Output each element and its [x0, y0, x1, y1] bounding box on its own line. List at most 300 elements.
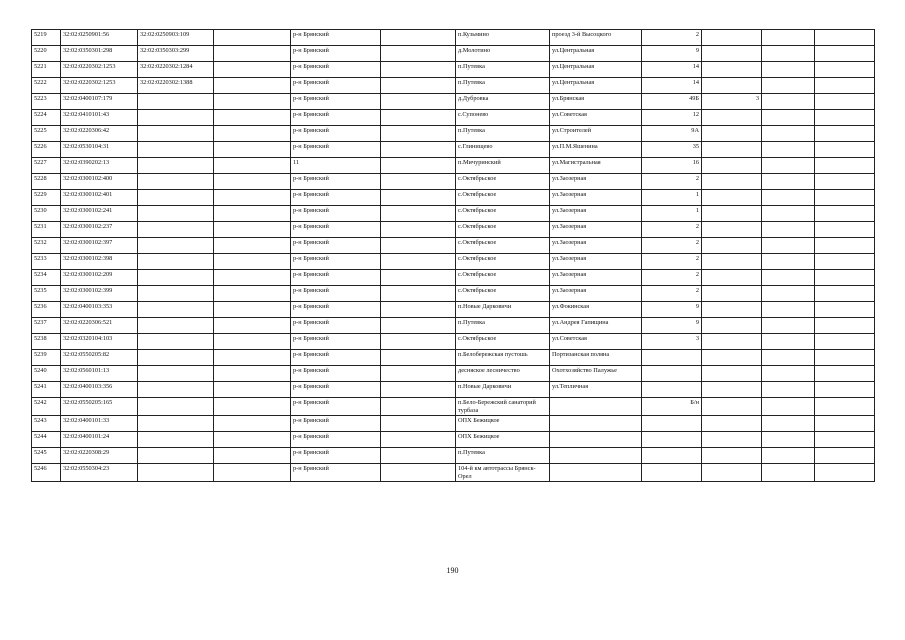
row-index-cell: 5221: [32, 62, 61, 78]
linked-cadastral-number-cell: [138, 142, 214, 158]
row-index-cell: 5240: [32, 366, 61, 382]
linked-cadastral-number-cell: [138, 174, 214, 190]
row-index-cell: 5235: [32, 286, 61, 302]
street-cell: [550, 416, 642, 432]
empty-cell: [214, 350, 291, 366]
building-cell: [702, 366, 762, 382]
empty-cell: [815, 318, 875, 334]
row-index-cell: 5236: [32, 302, 61, 318]
empty-cell: [214, 448, 291, 464]
empty-cell: [381, 222, 456, 238]
empty-cell: [214, 254, 291, 270]
empty-cell: [381, 350, 456, 366]
row-index-cell: 5233: [32, 254, 61, 270]
table-row: [32, 432, 875, 448]
building-cell: [702, 62, 762, 78]
linked-cadastral-number-cell: [138, 270, 214, 286]
house-number-cell: 12: [642, 110, 702, 126]
empty-cell: [815, 206, 875, 222]
empty-cell: [381, 142, 456, 158]
linked-cadastral-number-cell: [138, 190, 214, 206]
street-cell: ул.Заозерная: [550, 286, 642, 302]
empty-cell: [815, 30, 875, 46]
settlement-cell: ОПХ Бежицкое: [456, 416, 550, 432]
house-number-cell: 9: [642, 318, 702, 334]
linked-cadastral-number-cell: [138, 334, 214, 350]
building-cell: [702, 302, 762, 318]
empty-cell: [762, 222, 815, 238]
house-number-cell: 14: [642, 62, 702, 78]
building-cell: [702, 110, 762, 126]
street-cell: [550, 464, 642, 482]
district-cell: р-н Брянский: [291, 238, 381, 254]
district-cell: р-н Брянский: [291, 110, 381, 126]
street-cell: ул.Заозерная: [550, 254, 642, 270]
building-cell: [702, 334, 762, 350]
empty-cell: [762, 382, 815, 398]
empty-cell: [762, 206, 815, 222]
empty-cell: [762, 350, 815, 366]
settlement-cell: с.Октябрьское: [456, 174, 550, 190]
district-cell: р-н Брянский: [291, 432, 381, 448]
street-cell: ул.Строителей: [550, 126, 642, 142]
empty-cell: [381, 78, 456, 94]
empty-cell: [381, 206, 456, 222]
street-cell: ул.Центральная: [550, 78, 642, 94]
street-cell: ул.Заозерная: [550, 238, 642, 254]
empty-cell: [381, 382, 456, 398]
house-number-cell: 9: [642, 46, 702, 62]
house-number-cell: 35: [642, 142, 702, 158]
row-index-cell: 5246: [32, 464, 61, 482]
cadastral-number-cell: 32:02:0220308:29: [61, 448, 138, 464]
linked-cadastral-number-cell: [138, 464, 214, 482]
settlement-cell: с.Октябрьское: [456, 222, 550, 238]
building-cell: [702, 190, 762, 206]
table-row: [32, 318, 875, 334]
row-index-cell: 5242: [32, 398, 61, 416]
linked-cadastral-number-cell: [138, 432, 214, 448]
district-cell: р-н Брянский: [291, 142, 381, 158]
empty-cell: [381, 110, 456, 126]
house-number-cell: [642, 350, 702, 366]
empty-cell: [214, 30, 291, 46]
building-cell: [702, 238, 762, 254]
empty-cell: [815, 286, 875, 302]
empty-cell: [214, 302, 291, 318]
settlement-cell: д.Молотино: [456, 46, 550, 62]
linked-cadastral-number-cell: [138, 286, 214, 302]
settlement-cell: п.Белобережская пустошь: [456, 350, 550, 366]
house-number-cell: 9А: [642, 126, 702, 142]
table-row: [32, 174, 875, 190]
empty-cell: [214, 206, 291, 222]
street-cell: ул.Заозерная: [550, 206, 642, 222]
empty-cell: [214, 270, 291, 286]
district-cell: р-н Брянский: [291, 350, 381, 366]
empty-cell: [815, 350, 875, 366]
cadastral-number-cell: 32:02:0220302:1253: [61, 62, 138, 78]
street-cell: ул.П.М.Яшенина: [550, 142, 642, 158]
district-cell: р-н Брянский: [291, 318, 381, 334]
building-cell: [702, 416, 762, 432]
empty-cell: [214, 416, 291, 432]
building-cell: [702, 464, 762, 482]
street-cell: ул.Тепличная: [550, 382, 642, 398]
settlement-cell: с.Октябрьское: [456, 254, 550, 270]
settlement-cell: п.Бело-Бережский санаторий турбаза: [456, 398, 550, 416]
table-row: [32, 30, 875, 46]
table-row: [32, 398, 875, 416]
empty-cell: [762, 142, 815, 158]
house-number-cell: 2: [642, 222, 702, 238]
district-cell: р-н Брянский: [291, 126, 381, 142]
district-cell: р-н Брянский: [291, 62, 381, 78]
empty-cell: [214, 46, 291, 62]
row-index-cell: 5237: [32, 318, 61, 334]
empty-cell: [815, 464, 875, 482]
district-cell: р-н Брянский: [291, 382, 381, 398]
empty-cell: [815, 158, 875, 174]
settlement-cell: с.Октябрьское: [456, 190, 550, 206]
empty-cell: [381, 464, 456, 482]
table-row: [32, 270, 875, 286]
street-cell: ул.Советская: [550, 110, 642, 126]
empty-cell: [762, 254, 815, 270]
empty-cell: [214, 158, 291, 174]
row-index-cell: 5232: [32, 238, 61, 254]
empty-cell: [381, 94, 456, 110]
linked-cadastral-number-cell: [138, 110, 214, 126]
settlement-cell: с.Глинищево: [456, 142, 550, 158]
linked-cadastral-number-cell: 32:02:0350303:299: [138, 46, 214, 62]
settlement-cell: 104-й км автотрассы Брянск-Орел: [456, 464, 550, 482]
empty-cell: [381, 126, 456, 142]
building-cell: [702, 350, 762, 366]
building-cell: [702, 30, 762, 46]
street-cell: ул.Центральная: [550, 46, 642, 62]
row-index-cell: 5224: [32, 110, 61, 126]
cadastral-number-cell: 32:02:0320104:103: [61, 334, 138, 350]
district-cell: р-н Брянский: [291, 464, 381, 482]
cadastral-number-cell: 32:02:0400101:33: [61, 416, 138, 432]
table-row: [32, 222, 875, 238]
house-number-cell: 49Б: [642, 94, 702, 110]
cadastral-number-cell: 32:02:0220306:42: [61, 126, 138, 142]
linked-cadastral-number-cell: [138, 448, 214, 464]
cadastral-number-cell: 32:02:0300102:241: [61, 206, 138, 222]
building-cell: [702, 222, 762, 238]
empty-cell: [214, 126, 291, 142]
empty-cell: [762, 94, 815, 110]
empty-cell: [762, 432, 815, 448]
row-index-cell: 5238: [32, 334, 61, 350]
empty-cell: [762, 174, 815, 190]
street-cell: ул.Заозерная: [550, 222, 642, 238]
table-row: [32, 382, 875, 398]
district-cell: р-н Брянский: [291, 286, 381, 302]
land-registry-table: [31, 29, 875, 482]
district-cell: р-н Брянский: [291, 334, 381, 350]
house-number-cell: [642, 448, 702, 464]
empty-cell: [214, 174, 291, 190]
empty-cell: [381, 174, 456, 190]
district-cell: р-н Брянский: [291, 448, 381, 464]
house-number-cell: 2: [642, 254, 702, 270]
empty-cell: [762, 286, 815, 302]
empty-cell: [815, 398, 875, 416]
empty-cell: [815, 238, 875, 254]
empty-cell: [762, 302, 815, 318]
cadastral-number-cell: 32:02:0390202:13: [61, 158, 138, 174]
empty-cell: [381, 190, 456, 206]
empty-cell: [762, 238, 815, 254]
table-row: [32, 286, 875, 302]
linked-cadastral-number-cell: 32:02:0220302:1388: [138, 78, 214, 94]
empty-cell: [381, 270, 456, 286]
empty-cell: [214, 142, 291, 158]
empty-cell: [214, 286, 291, 302]
empty-cell: [381, 254, 456, 270]
table-row: [32, 190, 875, 206]
table-row: [32, 110, 875, 126]
street-cell: ул.Фокинская: [550, 302, 642, 318]
house-number-cell: 3: [642, 334, 702, 350]
empty-cell: [381, 30, 456, 46]
table-row: [32, 142, 875, 158]
empty-cell: [214, 334, 291, 350]
settlement-cell: с.Октябрьское: [456, 270, 550, 286]
row-index-cell: 5230: [32, 206, 61, 222]
street-cell: ул.Заозерная: [550, 270, 642, 286]
row-index-cell: 5219: [32, 30, 61, 46]
empty-cell: [214, 110, 291, 126]
street-cell: ул.Советская: [550, 334, 642, 350]
cadastral-number-cell: 32:02:0350301:298: [61, 46, 138, 62]
linked-cadastral-number-cell: [138, 350, 214, 366]
district-cell: р-н Брянский: [291, 254, 381, 270]
table-body: [32, 30, 875, 482]
settlement-cell: с.Октябрьское: [456, 334, 550, 350]
settlement-cell: п.Новые Дарковичи: [456, 382, 550, 398]
table-row: [32, 350, 875, 366]
empty-cell: [381, 158, 456, 174]
empty-cell: [815, 432, 875, 448]
empty-cell: [815, 94, 875, 110]
building-cell: [702, 78, 762, 94]
empty-cell: [214, 190, 291, 206]
empty-cell: [762, 416, 815, 432]
table-row: [32, 62, 875, 78]
settlement-cell: п.Новые Дарковичи: [456, 302, 550, 318]
building-cell: [702, 46, 762, 62]
empty-cell: [815, 222, 875, 238]
empty-cell: [381, 286, 456, 302]
table-row: [32, 302, 875, 318]
district-cell: р-н Брянский: [291, 46, 381, 62]
settlement-cell: десняское лесничество: [456, 366, 550, 382]
district-cell: р-н Брянский: [291, 94, 381, 110]
house-number-cell: 1: [642, 206, 702, 222]
table-row: [32, 416, 875, 432]
empty-cell: [762, 30, 815, 46]
street-cell: Охотхозяйство Палужье: [550, 366, 642, 382]
building-cell: [702, 286, 762, 302]
empty-cell: [381, 366, 456, 382]
row-index-cell: 5223: [32, 94, 61, 110]
empty-cell: [762, 62, 815, 78]
empty-cell: [381, 416, 456, 432]
empty-cell: [815, 126, 875, 142]
row-index-cell: 5227: [32, 158, 61, 174]
district-cell: р-н Брянский: [291, 222, 381, 238]
settlement-cell: п.Путевка: [456, 78, 550, 94]
settlement-cell: п.Мичуринский: [456, 158, 550, 174]
cadastral-number-cell: 32:02:0300102:398: [61, 254, 138, 270]
district-cell: р-н Брянский: [291, 270, 381, 286]
building-cell: [702, 448, 762, 464]
row-index-cell: 5239: [32, 350, 61, 366]
empty-cell: [815, 366, 875, 382]
settlement-cell: ОПХ Бежицкое: [456, 432, 550, 448]
row-index-cell: 5225: [32, 126, 61, 142]
house-number-cell: 2: [642, 286, 702, 302]
district-cell: р-н Брянский: [291, 206, 381, 222]
house-number-cell: 14: [642, 78, 702, 94]
cadastral-number-cell: 32:02:0220302:1253: [61, 78, 138, 94]
empty-cell: [381, 448, 456, 464]
table-row: [32, 464, 875, 482]
empty-cell: [815, 416, 875, 432]
linked-cadastral-number-cell: [138, 398, 214, 416]
empty-cell: [762, 190, 815, 206]
linked-cadastral-number-cell: [138, 302, 214, 318]
house-number-cell: 2: [642, 174, 702, 190]
empty-cell: [381, 46, 456, 62]
empty-cell: [381, 398, 456, 416]
table-row: [32, 206, 875, 222]
cadastral-number-cell: 32:02:0400107:179: [61, 94, 138, 110]
table-row: [32, 46, 875, 62]
district-cell: р-н Брянский: [291, 398, 381, 416]
empty-cell: [815, 448, 875, 464]
empty-cell: [815, 46, 875, 62]
empty-cell: [214, 398, 291, 416]
cadastral-number-cell: 32:02:0550304:23: [61, 464, 138, 482]
empty-cell: [214, 62, 291, 78]
building-cell: [702, 318, 762, 334]
street-cell: ул.Центральная: [550, 62, 642, 78]
street-cell: [550, 398, 642, 416]
house-number-cell: Б/н: [642, 398, 702, 416]
row-index-cell: 5220: [32, 46, 61, 62]
district-cell: 11: [291, 158, 381, 174]
empty-cell: [214, 238, 291, 254]
cadastral-number-cell: 32:02:0250901:56: [61, 30, 138, 46]
empty-cell: [815, 142, 875, 158]
settlement-cell: с.Супонево: [456, 110, 550, 126]
empty-cell: [214, 464, 291, 482]
empty-cell: [762, 334, 815, 350]
table-row: [32, 334, 875, 350]
empty-cell: [381, 432, 456, 448]
street-cell: ул.Андрея Гапищина: [550, 318, 642, 334]
building-cell: 3: [702, 94, 762, 110]
empty-cell: [762, 126, 815, 142]
building-cell: [702, 174, 762, 190]
building-cell: [702, 158, 762, 174]
settlement-cell: п.Путевка: [456, 448, 550, 464]
row-index-cell: 5234: [32, 270, 61, 286]
linked-cadastral-number-cell: 32:02:0220302:1284: [138, 62, 214, 78]
empty-cell: [815, 334, 875, 350]
settlement-cell: с.Октябрьское: [456, 286, 550, 302]
table-row: [32, 448, 875, 464]
settlement-cell: с.Октябрьское: [456, 238, 550, 254]
linked-cadastral-number-cell: [138, 366, 214, 382]
table-row: [32, 366, 875, 382]
building-cell: [702, 432, 762, 448]
district-cell: р-н Брянский: [291, 366, 381, 382]
table-row: [32, 94, 875, 110]
row-index-cell: 5228: [32, 174, 61, 190]
linked-cadastral-number-cell: [138, 382, 214, 398]
house-number-cell: 2: [642, 30, 702, 46]
empty-cell: [762, 448, 815, 464]
table-row: [32, 254, 875, 270]
row-index-cell: 5231: [32, 222, 61, 238]
cadastral-number-cell: 32:02:0550205:82: [61, 350, 138, 366]
street-cell: [550, 448, 642, 464]
street-cell: [550, 432, 642, 448]
house-number-cell: [642, 366, 702, 382]
empty-cell: [762, 398, 815, 416]
empty-cell: [214, 382, 291, 398]
cadastral-number-cell: 32:02:0300102:399: [61, 286, 138, 302]
empty-cell: [815, 78, 875, 94]
linked-cadastral-number-cell: [138, 126, 214, 142]
street-cell: ул.Заозерная: [550, 190, 642, 206]
table-row: [32, 238, 875, 254]
empty-cell: [815, 110, 875, 126]
building-cell: [702, 398, 762, 416]
row-index-cell: 5226: [32, 142, 61, 158]
row-index-cell: 5222: [32, 78, 61, 94]
cadastral-number-cell: 32:02:0400101:24: [61, 432, 138, 448]
cadastral-number-cell: 32:02:0300102:401: [61, 190, 138, 206]
cadastral-number-cell: 32:02:0400103:353: [61, 302, 138, 318]
empty-cell: [214, 432, 291, 448]
cadastral-number-cell: 32:02:0300102:397: [61, 238, 138, 254]
house-number-cell: 1: [642, 190, 702, 206]
building-cell: [702, 126, 762, 142]
house-number-cell: [642, 416, 702, 432]
cadastral-number-cell: 32:02:0530104:31: [61, 142, 138, 158]
empty-cell: [762, 366, 815, 382]
empty-cell: [214, 94, 291, 110]
linked-cadastral-number-cell: [138, 222, 214, 238]
settlement-cell: п.Путевка: [456, 318, 550, 334]
table-row: [32, 78, 875, 94]
street-cell: Портизанская поляна: [550, 350, 642, 366]
cadastral-number-cell: 32:02:0560101:13: [61, 366, 138, 382]
linked-cadastral-number-cell: [138, 318, 214, 334]
empty-cell: [815, 302, 875, 318]
settlement-cell: с.Октябрьское: [456, 206, 550, 222]
empty-cell: [762, 158, 815, 174]
district-cell: р-н Брянский: [291, 174, 381, 190]
cadastral-number-cell: 32:02:0220306:521: [61, 318, 138, 334]
